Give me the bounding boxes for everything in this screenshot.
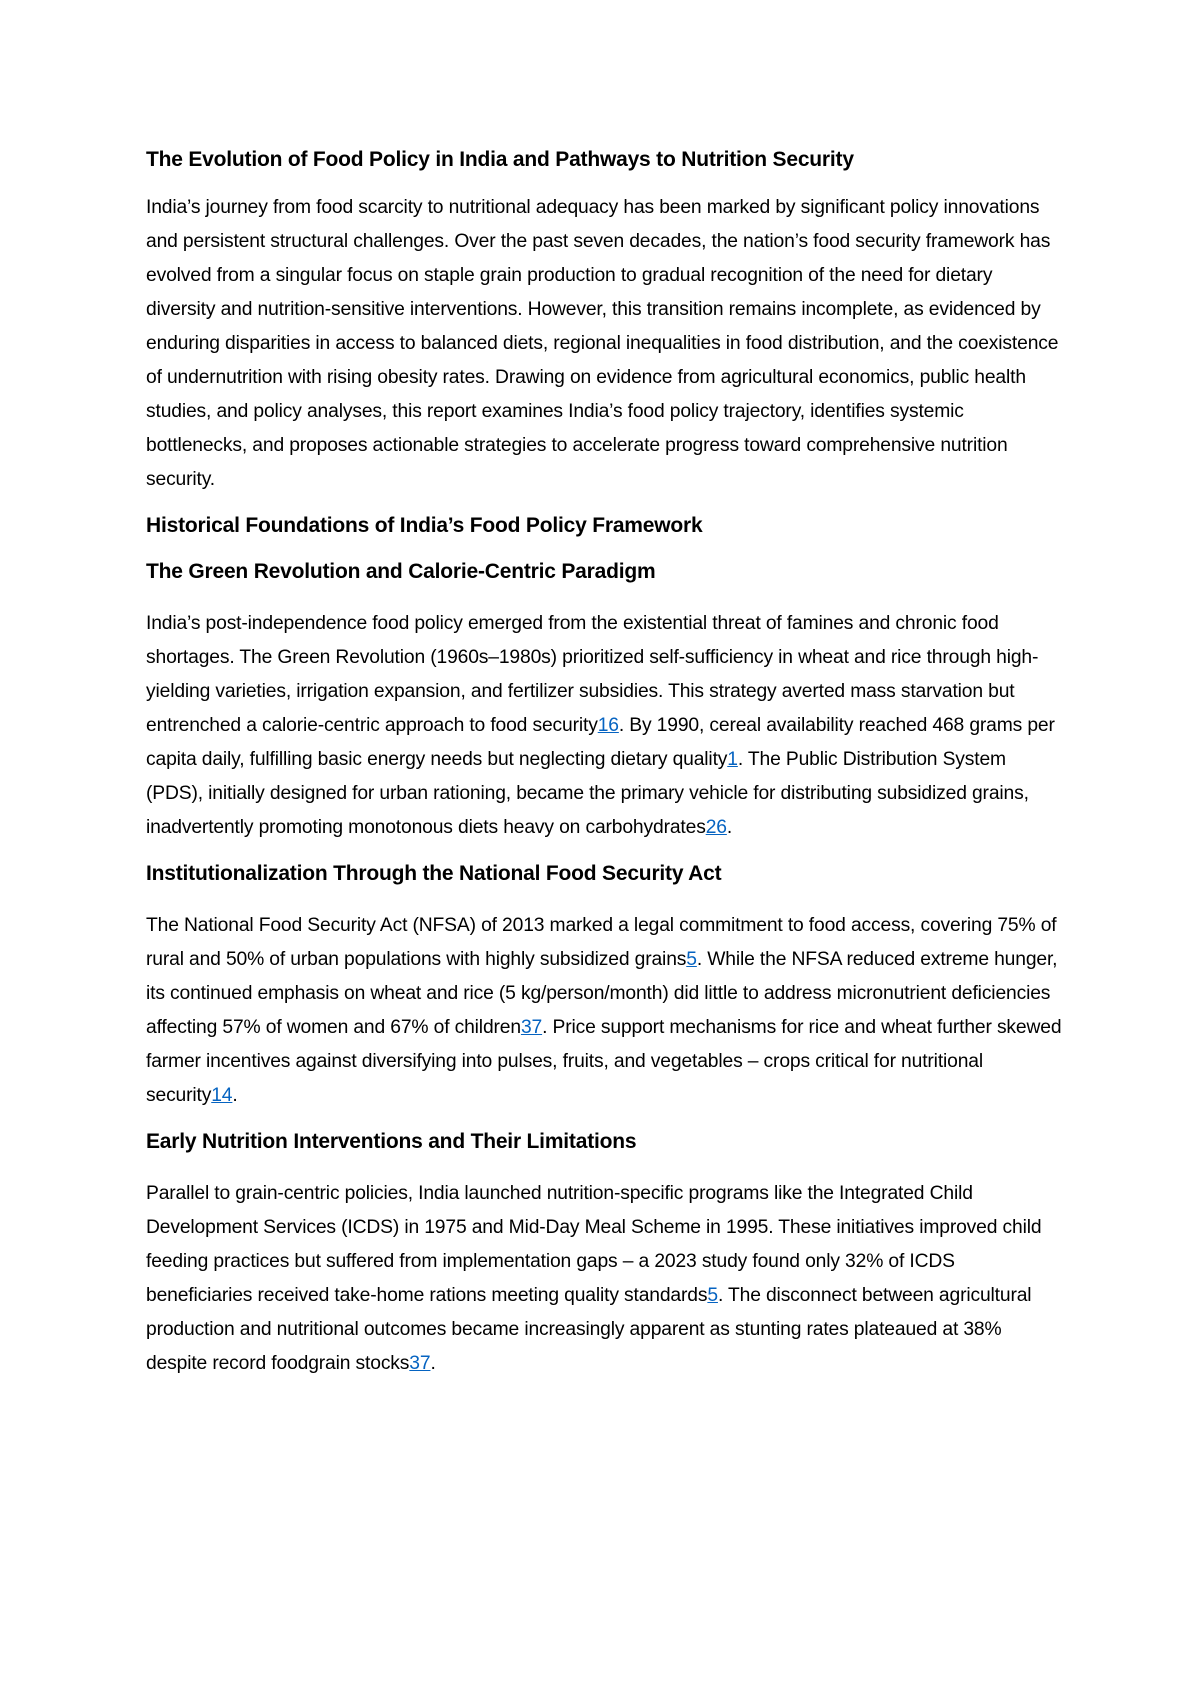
paragraph-text: The National Food Security Act (NFSA) of 2013 marked a legal commitment to food access, covering 75% of rural and 50% of urban populations with highly subsidized grains (146, 915, 1057, 970)
document-body (146, 145, 1066, 1395)
citation-link[interactable]: 5 (707, 1285, 718, 1306)
paragraph-text: . (430, 1353, 436, 1374)
early-nutrition-paragraph (146, 1177, 1066, 1381)
citation-link[interactable]: 37 (520, 1017, 543, 1038)
subsection-heading-green-revolution: The Green Revolution and Calorie-Centric Paradigm (146, 560, 656, 583)
citation-link[interactable]: 26 (705, 817, 727, 838)
citation-link[interactable]: 1 (727, 749, 738, 770)
paragraph-text: Parallel to grain-centric policies, India launched nutrition-specific programs like the Integrated Child Development Services (ICDS) in 1975 and Mid-Day Meal Scheme in 1995. These initiatives improved child feeding practices but suffered from implementation gaps – a 2023 study found only 32% of ICDS beneficiaries received take-home rations meeting quality standards (146, 1183, 1042, 1306)
subsection-heading-nfsa: Institutionalization Through the National Food Security Act (146, 862, 722, 885)
paragraph-text: . (726, 817, 733, 838)
section-heading-historical-foundations: Historical Foundations of India’s Food Policy Framework (146, 514, 703, 537)
green-revolution-paragraph (146, 607, 1066, 845)
citation-link[interactable]: 14 (211, 1085, 233, 1106)
paragraph-text: . The Public Distribution System (PDS), initially designed for urban rationing, became the primary vehicle for distributing subsidized grains, inadvertently promoting monotonous diets heavy on carbohydrates (146, 749, 1029, 838)
paragraph-text: . By 1990, cereal availability reached 468 grams per capita daily, fulfilling basic energy needs but neglecting dietary quality (146, 715, 1055, 770)
citation-link[interactable]: 5 (686, 949, 697, 970)
intro-paragraph: India’s journey from food scarcity to nutritional adequacy has been marked by significant policy innovations and persistent structural challenges. Over the past seven decades, the nation’s food security framework has evolved from a singular focus on staple grain production to gradual recognition of the need for dietary diversity and nutrition-sensitive interventions. However, this transition remains incomplete, as evidenced by enduring disparities in access to balanced diets, regional inequalities in food distribution, and the coexistence of undernutrition with rising obesity rates. Drawing on evidence from agricultural economics, public health studies, and policy analyses, this report examines India’s food policy trajectory, identifies systemic bottlenecks, and proposes actionable strategies to accelerate progress toward comprehensive nutrition security. (146, 197, 1059, 490)
paragraph-text: . Price support mechanisms for rice and wheat further skewed farmer incentives against diversifying into pulses, fruits, and vegetables – crops critical for nutritional security (146, 1017, 1062, 1106)
paragraph-text: . The disconnect between agricultural production and nutritional outcomes became increasingly apparent as stunting rates plateaued at 38% despite record foodgrain stocks (146, 1285, 1032, 1374)
citation-link[interactable]: 16 (597, 715, 619, 736)
document-title: The Evolution of Food Policy in India and Pathways to Nutrition Security (146, 148, 854, 171)
nfsa-paragraph (146, 909, 1066, 1113)
paragraph-text: . (232, 1085, 238, 1106)
citation-link[interactable]: 37 (409, 1353, 431, 1374)
subsection-heading-early-nutrition: Early Nutrition Interventions and Their Limitations (146, 1130, 637, 1153)
paragraph-text: India’s post-independence food policy emerged from the existential threat of famines and chronic food shortages. The Green Revolution (1960s–1980s) prioritized self-sufficiency in wheat and rice through high-yielding varieties, irrigation expansion, and fertilizer subsidies. This strategy averted mass starvation but entrenched a calorie-centric approach to food security (146, 613, 1039, 736)
paragraph-text: . While the NFSA reduced extreme hunger, its continued emphasis on wheat and rice (5 kg/person/month) did little to address micronutrient deficiencies affecting 57% of women and 67% of children (146, 949, 1058, 1038)
